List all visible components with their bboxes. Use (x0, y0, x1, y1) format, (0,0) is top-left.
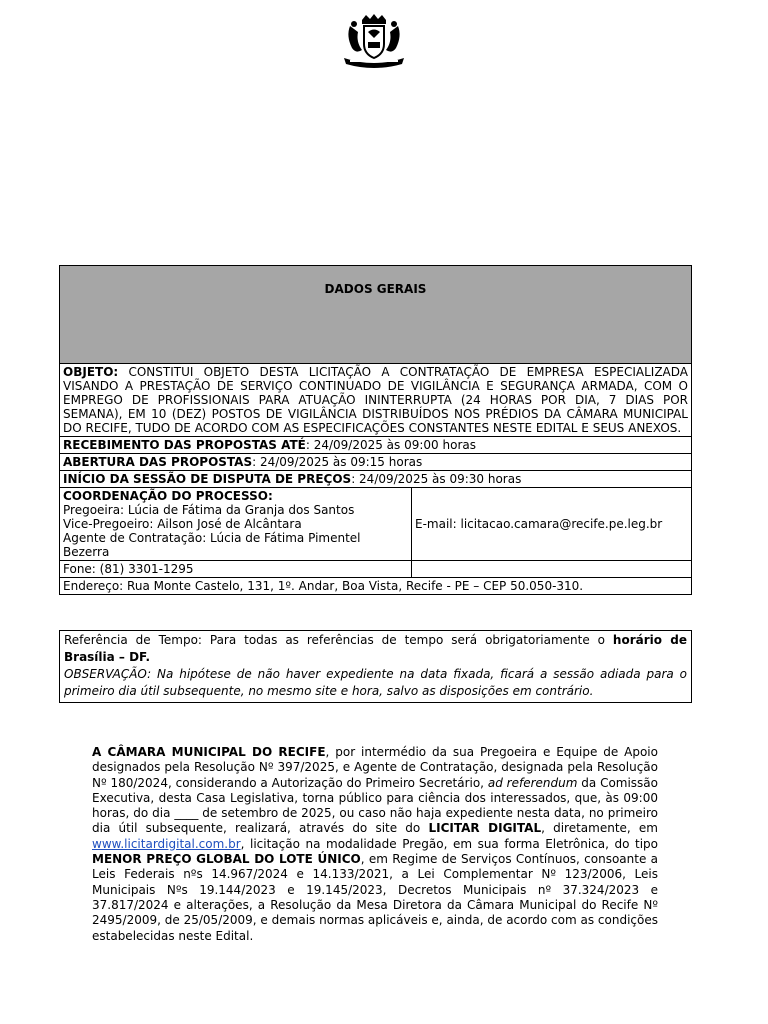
objeto-text: CONSTITUI OBJETO DESTA LICITAÇÃO A CONTRATAÇÃO DE EMPRESA ESPECIALIZADA VISANDO A PRESTAÇÃO DE SERVIÇO CONTINUADO DE VIGILÂNCIA E SEGURANÇA ARMADA, COM O EMPREGO DE PROFISSIONAIS PARA ATUAÇÃO ININTERRUPTA (24 HORAS POR DIA, 7 DIAS POR SEMANA), EM 10 (DEZ) POSTOS DE VIGILÂNCIA DISTRIBUÍDOS NOS PRÉDIOS DA CÂMARA MUNICIPAL DO RECIFE, TUDO DE ACORDO COM AS ESPECIFICAÇÕES CONSTANTES NESTE EDITAL E SEUS ANEXOS. (63, 365, 688, 435)
ad-referendum: ad referendum (487, 775, 578, 790)
recebimento-value: : 24/09/2025 às 09:00 horas (305, 438, 476, 452)
empty-cell (412, 561, 692, 578)
inicio-label: INÍCIO DA SESSÃO DE DISPUTA DE PREÇOS (63, 472, 352, 486)
address: Endereço: Rua Monte Castelo, 131, 1º. Andar, Boa Vista, Recife - PE – CEP 50.050-310. (63, 579, 584, 593)
licitar-digital-link[interactable]: www.licitardigital.com.br (92, 836, 241, 851)
tender-type: MENOR PREÇO GLOBAL DO LOTE ÚNICO (92, 852, 361, 867)
paragraph-text: , licitação na modalidade Pregão, em sua forma Eletrônica, do tipo (240, 836, 658, 851)
time-reference-bold: horário de Brasília – DF. (64, 633, 688, 664)
coordenacao-label: COORDENAÇÃO DO PROCESSO: (63, 489, 273, 503)
paragraph-text: , por intermédio da sua Pregoeira e Equipe de Apoio designados pela Resolução Nº 397/2025, e Agente de Contratação, designada pela Resolução Nº 180/2024, considerando a Autorização do Primeiro Secretário, (92, 745, 658, 790)
abertura-row (60, 454, 692, 471)
licitar-digital: LICITAR DIGITAL (428, 821, 542, 836)
time-reference-box (59, 630, 692, 703)
agente-contratacao: Agente de Contratação: Lúcia de Fátima Pimentel Bezerra (63, 531, 361, 559)
intro-paragraph (92, 745, 658, 944)
fone-cell (60, 561, 412, 578)
observation-text: OBSERVAÇÃO: Na hipótese de não haver expediente na data fixada, ficará a sessão adiada para o primeiro dia útil subsequente, no mesmo site e hora, salvo as disposições em contrário. (64, 667, 687, 698)
inicio-value: : 24/09/2025 às 09:30 horas (351, 472, 522, 486)
inicio-row (60, 471, 692, 488)
time-reference-text: Referência de Tempo: Para todas as referências de tempo será obrigatoriamente o (64, 633, 613, 647)
objeto-label: OBJETO: (63, 365, 119, 379)
pregoeira: Pregoeira: Lúcia de Fátima da Granja dos Santos (63, 503, 355, 517)
coat-of-arms-icon (340, 14, 408, 68)
endereco-row (60, 578, 692, 595)
abertura-value: : 24/09/2025 às 09:15 horas (252, 455, 423, 469)
recebimento-row (60, 437, 692, 454)
objeto-row (60, 364, 692, 437)
paragraph-text: , em Regime de Serviços Contínuos, consoante a Leis Federais nºs 14.967/2024 e 14.133/2021, a Lei Complementar Nº 123/2006, Leis Municipais Nºs 19.144/2023 e 19.145/2023, Decretos Municipais nº 37.324/2023 e 37.817/2024 e alterações, a Resolução da Mesa Diretora da Câmara Municipal do Recife Nº 2495/2009, de 25/05/2009, e demais normas aplicáveis e, ainda, de acordo com as condições estabelecidas neste Edital. (92, 852, 658, 943)
abertura-label: ABERTURA DAS PROPOSTAS (63, 455, 253, 469)
paragraph-text: da Comissão Executiva, desta Casa Legislativa, torna público para ciência dos interessados, que, às 09:00 horas, do dia ____ de setembro de 2025, ou caso não haja expediente nesta data, no primeiro dia útil subsequente, realizará, através do site do (92, 775, 659, 836)
chamber-name: A CÂMARA MUNICIPAL DO RECIFE (92, 745, 326, 759)
paragraph-text: , diretamente, em (541, 821, 658, 836)
recebimento-label: RECEBIMENTO DAS PROPOSTAS ATÉ (63, 438, 306, 452)
email-cell (412, 488, 692, 561)
vice-pregoeiro: Vice-Pregoeiro: Ailson José de Alcântara (63, 517, 302, 531)
coordination-cell (60, 488, 412, 561)
table-title: DADOS GERAIS (60, 266, 692, 364)
email-address: E-mail: licitacao.camara@recife.pe.leg.br (415, 517, 663, 531)
general-data-table (59, 265, 692, 595)
phone-number: Fone: (81) 3301-1295 (63, 562, 194, 576)
